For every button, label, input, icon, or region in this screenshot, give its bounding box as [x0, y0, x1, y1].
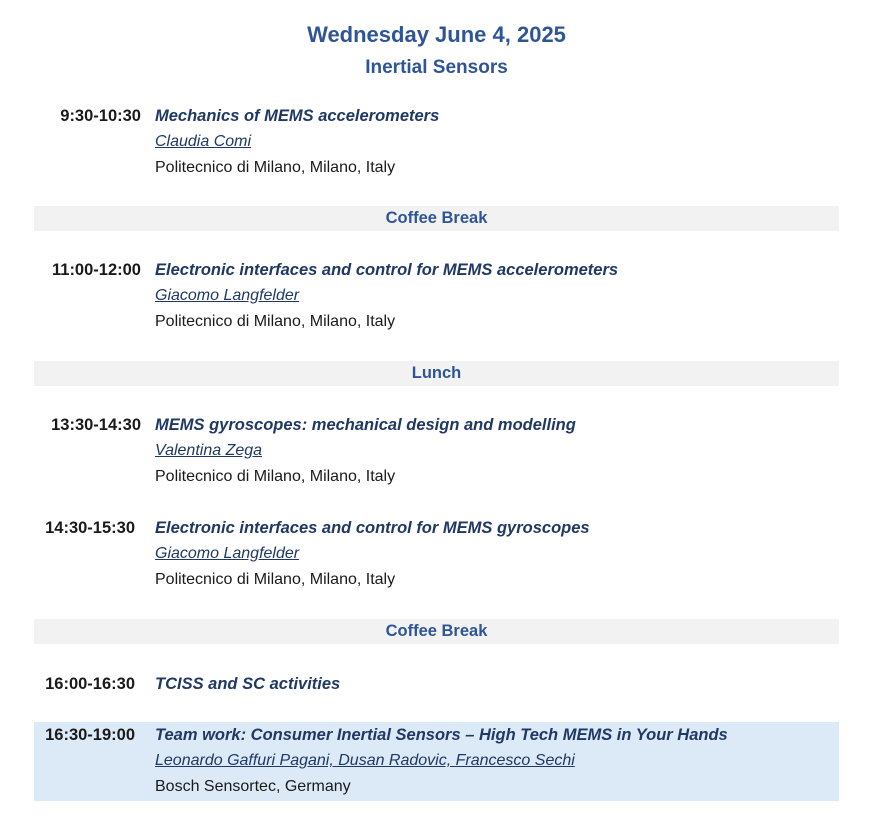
session-details — [155, 257, 835, 335]
session-affiliation: Politecnico di Milano, Milano, Italy — [155, 571, 396, 588]
session-item-highlighted — [34, 722, 839, 801]
session-speaker[interactable]: Giacomo Langfelder — [155, 545, 300, 562]
coffee-break-banner: Coffee Break — [34, 206, 839, 231]
coffee-break-banner: Coffee Break — [34, 619, 839, 644]
page-subtitle: Inertial Sensors — [365, 57, 508, 78]
session-item — [34, 671, 839, 697]
session-time: 11:00-12:00 — [52, 261, 141, 279]
session-speaker[interactable]: Valentina Zega — [155, 442, 263, 459]
session-title: Mechanics of MEMS accelerometers — [155, 107, 440, 125]
session-title: Electronic interfaces and control for MEMS gyroscopes — [155, 519, 590, 537]
session-details — [155, 103, 835, 181]
lunch-banner: Lunch — [34, 361, 839, 386]
session-time: 14:30-15:30 — [45, 519, 135, 537]
session-details — [155, 412, 835, 490]
session-time: 16:30-19:00 — [45, 726, 135, 744]
session-title: TCISS and SC activities — [155, 675, 341, 693]
session-speaker[interactable]: Leonardo Gaffuri Pagani, Dusan Radovic, Francesco Sechi — [155, 752, 575, 769]
session-speaker[interactable]: Giacomo Langfelder — [155, 287, 300, 304]
session-details — [155, 515, 835, 593]
session-details — [155, 722, 835, 800]
session-affiliation: Politecnico di Milano, Milano, Italy — [155, 159, 396, 176]
session-item — [34, 412, 839, 490]
session-affiliation: Bosch Sensortec, Germany — [155, 778, 351, 795]
session-details — [155, 671, 835, 697]
session-item — [34, 257, 839, 335]
session-time: 9:30-10:30 — [60, 107, 141, 125]
page-title: Wednesday June 4, 2025 — [307, 22, 566, 47]
session-item — [34, 103, 839, 181]
session-time: 13:30-14:30 — [51, 416, 141, 434]
session-affiliation: Politecnico di Milano, Milano, Italy — [155, 313, 396, 330]
session-title: Team work: Consumer Inertial Sensors – High Tech MEMS in Your Hands — [155, 726, 728, 744]
session-title: MEMS gyroscopes: mechanical design and modelling — [155, 416, 576, 434]
session-affiliation: Politecnico di Milano, Milano, Italy — [155, 468, 396, 485]
session-time: 16:00-16:30 — [45, 675, 135, 693]
session-title: Electronic interfaces and control for MEMS accelerometers — [155, 261, 619, 279]
session-speaker[interactable]: Claudia Comi — [155, 133, 252, 150]
session-item — [34, 515, 839, 593]
